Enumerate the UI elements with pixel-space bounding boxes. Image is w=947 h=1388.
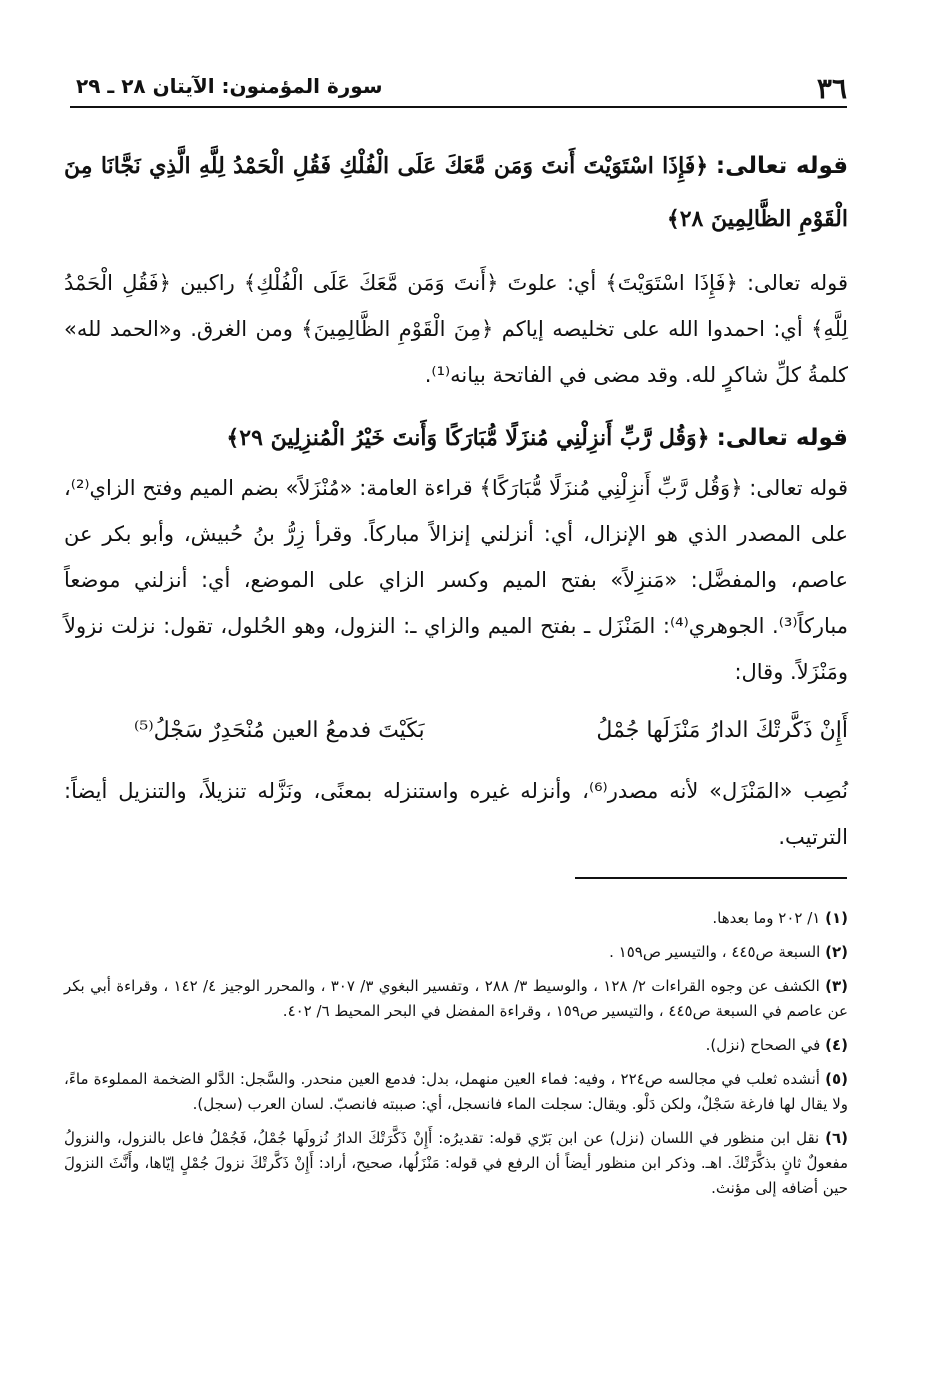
quran-verse-28: ﴿فَإِذَا اسْتَوَيْتَ أَنتَ وَمَن مَّعَكَ عَلَى الْفُلْكِ فَقُلِ الْحَمْدُ لِلَّهِ الَّذِي نَجَّانَا مِنَ الْقَوْمِ الظَّالِمِينَ ٢٨﴾ bbox=[64, 153, 848, 232]
footnote-separator bbox=[575, 877, 847, 879]
page-header bbox=[70, 68, 847, 108]
footnotes bbox=[64, 906, 848, 1210]
running-title: سورة المؤمنون: الآيتان ٢٨ ـ ٢٩ bbox=[76, 74, 383, 98]
commentary-paragraph-2: قوله تعالى: ﴿وَقُل رَّبِّ أَنزِلْنِي مُنزَلًا مُّبَارَكًا﴾ قراءة العامة: «مُنْزَلاً» بضم الميم وفتح الزاي⁽²⁾، على المصدر الذي هو الإنزال، أي: أنزلني إنزالاً مباركاً. وقرأ زِرُّ بنُ حُبيش، وأبو بكر عن عاصم، والمفضَّل: «مَنزِلاً» بفتح الميم وكسر الزاي على الموضع، أي: أنزلني موضعاً مباركاً⁽³⁾. الجوهري⁽⁴⁾: المَنْزَل ـ بفتح الميم والزاي ـ: النزول، وهو الحُلول، تقول: نزلت نزولاً ومَنْزَلاً. وقال: bbox=[64, 476, 848, 684]
footnote: (٦) نقل ابن منظور في اللسان (نزل) عن ابن بَرّي قوله: تقديرُه: أَإِنْ ذَكَّرَتْكَ الدارُ نُزولَها جُمْلُ، فَجُمْلُ فاعل بالنزول، والنزولُ مفعولٌ ثانٍ بذكَّرَتْكَ. اهـ. وذكر ابن منظور أيضاً أن الرفع في قوله: مَنْزَلُها، صحيح، أراد: أَإِنْ ذَكَّرتْكَ نزولَ جُمْلٍ إيّاها، وأَنَّثَ النزولَ حين أضافه إلى مؤنث. bbox=[64, 1129, 848, 1197]
heading-lead: قوله تعالى: bbox=[715, 153, 849, 179]
main-text bbox=[64, 140, 848, 695]
verse-second-hemistich: بَكَيْتَ فدمعُ العين مُنْحَدِرٌ سَجْلُ⁽⁵⁾ bbox=[134, 718, 425, 743]
quran-verse-29: ﴿وَقُل رَّبِّ أَنزِلْنِي مُنزَلًا مُّبَارَكًا وَأَنتَ خَيْرُ الْمُنزِلِينَ ٢٩﴾ bbox=[226, 425, 710, 451]
page-number: ٣٦ bbox=[816, 72, 847, 105]
footnote: (٢) السبعة ص٤٤٥ ، والتيسير ص١٥٩ . bbox=[609, 943, 848, 961]
commentary-paragraph-3: نُصِب «المَنْزَل» لأنه مصدر⁽⁶⁾، وأنزله غيره واستنزله بمعنًى، ونَزَّله تنزيلاً، والتنزيل أيضاً: الترتيب. bbox=[64, 779, 848, 849]
footnote: (٤) في الصحاح (نزل). bbox=[705, 1036, 848, 1054]
poetry-verse bbox=[64, 714, 848, 762]
footnote: (٥) أنشده ثعلب في مجالسه ص٢٢٤ ، وفيه: فماء العين منهمل، بدل: فدمع العين منحدر. والسَّجل: الدَّلو الضخمة المملوءة ماءً، ولا يقال لها فارغة سَجْلٌ، ولكن دَلْو. ويقال: سجلت الماء فانسجل، أي: صببته فانصبّ. لسان العرب (سجل). bbox=[64, 1070, 848, 1113]
verse-heading-29 bbox=[64, 412, 848, 465]
verse-heading-28 bbox=[64, 140, 848, 246]
footnote: (٣) الكشف عن وجوه القراءات ٢/ ١٢٨ ، والوسيط ٣/ ٢٨٨ ، وتفسير البغوي ٣/ ٣٠٧ ، والمحرر الوجيز ٤/ ١٤٢ ، وقراءة أبي بكر عن عاصم في السبعة ص٤٤٥ ، والتيسير ص١٥٩ ، وقراءة المفضل في البحر المحيط ٦/ ٤٠٢. bbox=[64, 977, 848, 1020]
heading-lead: قوله تعالى: bbox=[716, 425, 848, 451]
verse-first-hemistich: أَإِنْ ذَكَّرتْكَ الدارُ مَنْزَلَها جُمْلُ bbox=[596, 718, 848, 743]
footnote: (١) ١/ ٢٠٢ وما بعدها. bbox=[712, 909, 848, 927]
commentary-paragraph-1: قوله تعالى: ﴿فَإِذَا اسْتَوَيْتَ﴾ أي: علوتَ ﴿أَنتَ وَمَن مَّعَكَ عَلَى الْفُلْكِ﴾ راكبين ﴿فَقُلِ الْحَمْدُ لِلَّهِ﴾ أي: احمدوا الله على تخليصه إياكم ﴿مِنَ الْقَوْمِ الظَّالِمِينَ﴾ ومن الغرق. و«الحمد لله» كلمةُ كلِّ شاكرٍ لله. وقد مضى في الفاتحة بيانه⁽¹⁾. bbox=[64, 271, 848, 387]
